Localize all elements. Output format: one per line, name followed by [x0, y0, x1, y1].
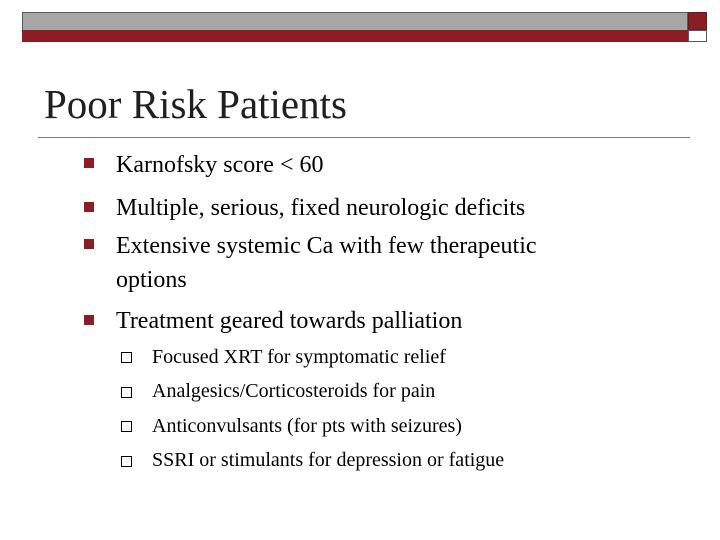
- sub-bullet-text: SSRI or stimulants for depression or fatigue: [152, 449, 505, 471]
- title-divider: [38, 137, 690, 138]
- header-corner-box-white: [688, 30, 707, 42]
- hollow-square-icon: [121, 352, 132, 363]
- header-bar-red: [22, 30, 688, 42]
- hollow-square-icon: [121, 387, 132, 398]
- filled-square-icon: [84, 202, 94, 212]
- bullet-text-continuation: options: [116, 267, 187, 293]
- bullet-text: Multiple, serious, fixed neurologic deficits: [116, 195, 526, 221]
- bullet-text: Extensive systemic Ca with few therapeutic: [116, 233, 537, 259]
- sub-bullet-text: Analgesics/Corticosteroids for pain: [152, 380, 436, 402]
- filled-square-icon: [84, 239, 94, 249]
- sub-bullet-text: Anticonvulsants (for pts with seizures): [152, 415, 462, 437]
- filled-square-icon: [84, 315, 94, 325]
- sub-bullet-text: Focused XRT for symptomatic relief: [152, 346, 446, 368]
- hollow-square-icon: [121, 421, 132, 432]
- slide-title: Poor Risk Patients: [44, 81, 347, 127]
- header-bar-gray: [22, 12, 688, 31]
- bullet-text: Treatment geared towards palliation: [116, 308, 463, 334]
- bullet-text: Karnofsky score < 60: [116, 152, 324, 178]
- header-corner-box-red: [688, 12, 707, 30]
- filled-square-icon: [84, 158, 94, 168]
- hollow-square-icon: [121, 456, 132, 467]
